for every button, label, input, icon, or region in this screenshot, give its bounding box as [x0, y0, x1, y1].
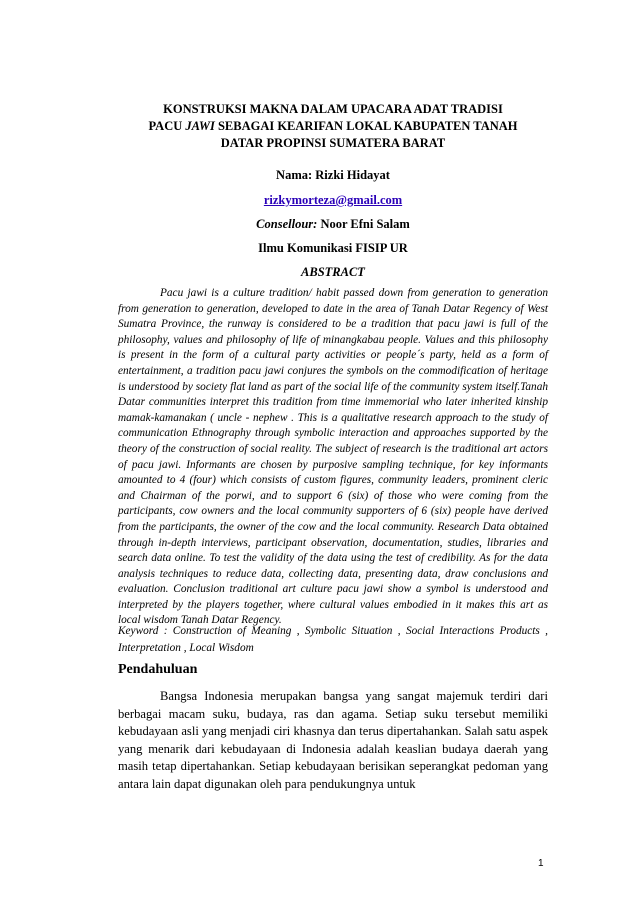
- counsellor-line: [118, 216, 548, 232]
- author-email-line: [118, 192, 548, 208]
- counsellor-label: Consellour:: [256, 217, 318, 231]
- title-line-2-start: PACU: [148, 119, 186, 133]
- abstract-body: [118, 286, 548, 629]
- counsellor-name: Noor Efni Salam: [317, 217, 410, 231]
- title-line-2: [118, 118, 548, 135]
- abstract-text: Pacu jawi is a culture tradition/ habit passed down from generation to generation from generation to generation, developed to date in the area of Tanah Datar Regency of West Sumatra Province, the runway is considered to be a tradition that pacu jawi is full of the philosophy, values and philosophy of life of minangkabau people. Values and this philosophy is present in the form of a cultural party activities or people´s party, held as a form of entertainment, a tradition pacu jawi conjures the symbols on the commodification of heritage is understood by society flat land as part of the social life of the community system itself.Tanah Datar communities interpret this tradition from time immemorial who later inherited kinship mamak-kamanakan ( uncle - nephew . This is a qualitative research approach to the study of communication Ethnography through symbolic interaction and approaches supported by the theory of the construction of social reality. The subject of research is the traditional art actors of pacu jawi. Informants are chosen by purposive sampling technique, for key informants amounted to 4 (four) which consists of custom figures, community leaders, prominent cleric and Chairman of the porwi, and to support 6 (six) of those who were coming from the participants, cow owners and the local community supporters of 6 (six) people have derived from the participants, the owner of the cow and the local community. Research Data obtained through in-depth interviews, participant observation, documentation, studies, libraries and search data online. To test the validity of the data using the test of credibility. As for the data analysis techniques to reduce data, collecting data, presenting data, draw conclusions and evaluation. Conclusion traditional art culture pacu jawi show a symbol is understood and interpreted by the players together, where cultural values embodied in it makes this art as local wisdom Tanah Datar Regency.: [118, 287, 548, 627]
- paper-title: [118, 101, 548, 152]
- title-line-3: DATAR PROPINSI SUMATERA BARAT: [220, 136, 446, 150]
- title-line-2-italic: JAWI: [185, 119, 215, 133]
- abstract-heading: ABSTRACT: [301, 265, 365, 279]
- title-line-1: KONSTRUKSI MAKNA DALAM UPACARA ADAT TRADISI: [163, 102, 503, 116]
- section-heading: Pendahuluan: [118, 662, 198, 677]
- section-body: [118, 688, 548, 794]
- page-number: 1: [538, 858, 544, 869]
- affiliation: Ilmu Komunikasi FISIP UR: [258, 241, 408, 255]
- author-name: Nama: Rizki Hidayat: [276, 168, 390, 182]
- keywords: Keyword : Construction of Meaning , Symbolic Situation , Social Interactions Products , Interpretation , Local Wisdom: [118, 625, 548, 654]
- section-paragraph: Bangsa Indonesia merupakan bangsa yang sangat majemuk terdiri dari berbagai macam suku, budaya, ras dan agama. Setiap suku tersebut memiliki kebudayaan asli yang menjadi ciri khasnya dan terus dipertahankan. Salah satu aspek yang menarik dari kebudayaan di Indonesia adalah keaslian budaya daerah yang masih tetap dipertahankan. Setiap kebudayaan berisikan seperangkat pedoman yang antara lain dapat digunakan oleh para pendukungnya untuk: [118, 689, 548, 791]
- title-line-2-end: SEBAGAI KEARIFAN LOKAL KABUPATEN TANAH: [214, 119, 518, 133]
- author-email-link[interactable]: rizkymorteza@gmail.com: [263, 193, 403, 207]
